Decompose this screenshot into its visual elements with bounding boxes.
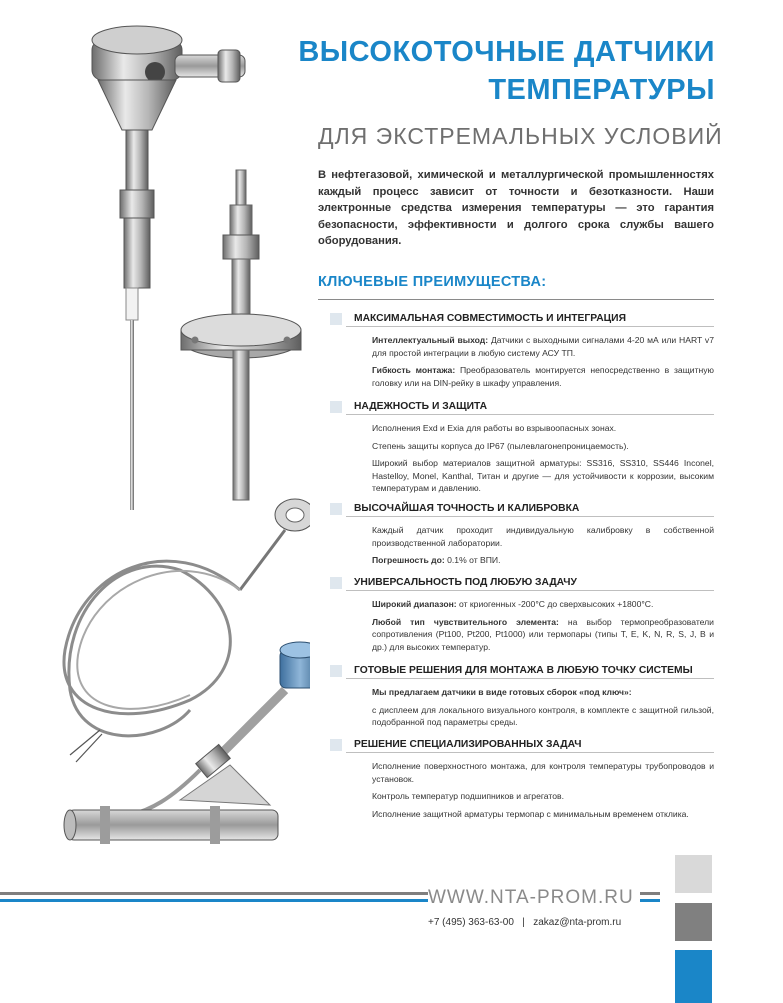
list-item: Мы предлагаем датчики в виде готовых сборок «под ключ»: (372, 687, 632, 697)
list-item: с дисплеем для локального визуального контроля, в комплекте с защитной гильзой, подобранной под параметры среды. (372, 704, 714, 727)
section-marker-icon (330, 577, 342, 589)
list-item: Степень защиты корпуса до IP67 (пылевлагонепроницаемость). (372, 440, 629, 451)
decor-square-gray (675, 903, 712, 941)
section-marker-icon (330, 401, 342, 413)
section-title: УНИВЕРСАЛЬНОСТЬ ПОД ЛЮБУЮ ЗАДАЧУ (354, 577, 577, 588)
phone-number[interactable]: +7 (495) 363-63-00 (428, 917, 514, 928)
website-link[interactable]: WWW.NTA-PROM.RU (428, 887, 640, 909)
intro-paragraph: В нефтегазовой, химической и металлургической промышленностях каждый процесс зависит от точности и безотказности. Наши электронные средства измерения температуры — это гарантия безопасности, эффективности и долгого срока службы вашего оборудования. (318, 169, 714, 247)
section-specialized (330, 736, 714, 825)
section-marker-icon (330, 665, 342, 677)
title-line-1: ВЫСОКОТОЧНЫЕ ДАТЧИКИ (298, 36, 715, 68)
section-title: МАКСИМАЛЬНАЯ СОВМЕСТИМОСТЬ И ИНТЕГРАЦИЯ (354, 313, 626, 324)
section-title: НАДЕЖНОСТЬ И ЗАЩИТА (354, 401, 488, 412)
decor-square-light (675, 855, 712, 893)
list-item: Исполнение защитной арматуры термопар с минимальным временем отклика. (372, 808, 689, 819)
page-title (295, 33, 715, 109)
list-item: Любой тип чувствительного элемента: на выбор термопреобразователи сопротивления (Pt100, Pt200, Pt1000) или термопары (типы T, E, K, N, R, S, J, B и др.) для высоких температур. (372, 616, 714, 652)
list-item: Исполнение поверхностного монтажа, для контроля температуры трубопроводов и установок. (372, 761, 714, 784)
title-line-2: ТЕМПЕРАТУРЫ (488, 74, 715, 106)
footer-contacts (428, 917, 621, 928)
section-marker-icon (330, 503, 342, 515)
decor-square-blue (675, 950, 712, 1003)
list-item: Каждый датчик проходит индивидуальную калибровку в собственной производственной лаборатории. (372, 525, 714, 548)
list-item: Широкий диапазон: от криогенных -200°C до сверхвысоких +1800°C. (372, 599, 654, 609)
contact-separator: | (522, 917, 525, 928)
sensor-head-probe (92, 26, 245, 510)
section-title: РЕШЕНИЕ СПЕЦИАЛИЗИРОВАННЫХ ЗАДАЧ (354, 739, 582, 750)
sensor-flanged-thermowell (181, 170, 301, 500)
section-marker-icon (330, 313, 342, 325)
sensor-cable-ring (64, 499, 310, 762)
list-item: Гибкость монтажа: Преобразователь монтируется непосредственно в защитную головку или на DIN-рейку в шкафу управления. (372, 365, 715, 388)
list-item: Погрешность до: 0.1% от ВПИ. (372, 555, 501, 565)
divider (318, 299, 714, 300)
section-reliability (330, 398, 714, 500)
product-illustrations (40, 10, 310, 850)
key-points-title: КЛЮЧЕВЫЕ ПРЕИМУЩЕСТВА: (318, 274, 547, 290)
email-link[interactable]: zakaz@nta-prom.ru (533, 917, 622, 928)
section-compatibility (330, 310, 714, 394)
page-subtitle: ДЛЯ ЭКСТРЕМАЛЬНЫХ УСЛОВИЙ (318, 123, 723, 149)
section-title: ГОТОВЫЕ РЕШЕНИЯ ДЛЯ МОНТАЖА В ЛЮБУЮ ТОЧКУ СИСТЕМЫ (354, 665, 693, 676)
section-marker-icon (330, 739, 342, 751)
section-title: ВЫСОЧАЙШАЯ ТОЧНОСТЬ И КАЛИБРОВКА (354, 503, 580, 514)
section-ready-solutions (330, 662, 714, 734)
section-versatility (330, 574, 714, 658)
list-item: Интеллектуальный выход: Датчики с выходными сигналами 4-20 мА или HART v7 для простой интеграции в любую систему АСУ ТП. (372, 335, 714, 358)
section-accuracy (330, 500, 714, 572)
list-item: Исполнения Exd и Exia для работы во взрывоопасных зонах. (372, 423, 617, 433)
list-item: Контроль температур подшипников и агрегатов. (372, 791, 564, 801)
sensor-surface-mount (64, 642, 310, 844)
list-item: Широкий выбор материалов защитной арматуры: SS316, SS310, SS446 Inconel, Hastelloy, Monel, Kanthal, Титан и другие — для устойчивости к коррозии, высоким температурам и давлению. (372, 458, 714, 493)
